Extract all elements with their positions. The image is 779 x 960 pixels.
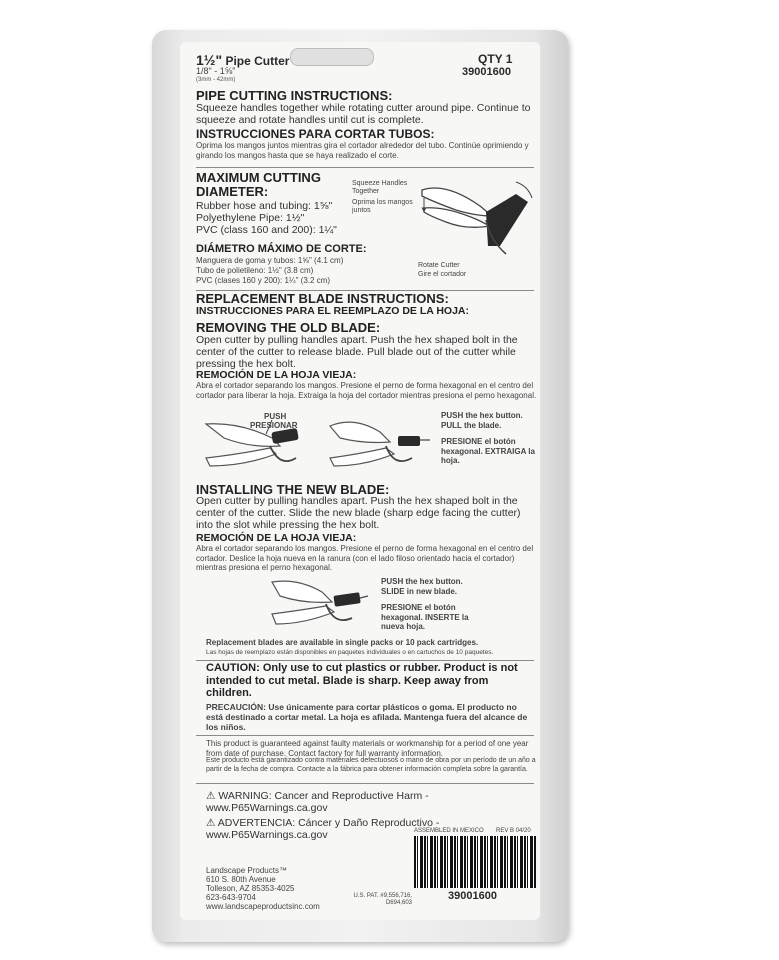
install-text: Open cutter by pulling handles apart. Push the hex shaped bolt in the center of the cutter. Slide the new blade (sharp edge facing the cutter) into the slot while pressing the hex bolt. <box>196 495 521 531</box>
max-diameter-heading: MAXIMUM CUTTING DIAMETER: <box>196 170 321 199</box>
size-range: 1/8" - 1⅝" <box>196 66 236 76</box>
max-diameter-line1: Rubber hose and tubing: 1⅝" <box>196 200 333 212</box>
max-diameter-line2-es: Tubo de polietileno: 1½" (3.8 cm) <box>196 266 314 275</box>
remove-blade-illustration-1 <box>200 414 310 478</box>
remove-text-es: Abra el cortador separando los mangos. Presione el perno de forma hexagonal en el centro del cortador para liberar la hoja. Extraiga la hoja del cortador mientras presiona el perno hexagonal. <box>196 381 537 400</box>
blades-available-es: Las hojas de reemplazo están disponibles en paquetes individuales o en cartuchos de 10 paquetes. <box>206 649 494 656</box>
caution-text: CAUTION: Only use to cut plastics or rubber. Product is not intended to cut metal. Blade is sharp. Keep away from children. <box>206 662 518 699</box>
install-heading-es: REMOCIÓN DE LA HOJA VIEJA: <box>196 532 357 544</box>
divider <box>196 167 534 168</box>
cutting-heading-es: INSTRUCCIONES PARA CORTAR TUBOS: <box>196 127 435 141</box>
warning-triangle-icon: ⚠ <box>206 790 216 802</box>
divider <box>196 660 534 661</box>
cutting-text-es: Oprima los mangos juntos mientras gira el cortador alrededor del tubo. Continúe oprimiendo y girando los mangos hasta que se haya realizado el corte. <box>196 141 529 160</box>
squeeze-label: Squeeze Handles Together <box>352 180 408 195</box>
barcode-number: 39001600 <box>448 890 497 902</box>
product-title: 1½" Pipe Cutter <box>196 52 290 68</box>
push-label: PUSH <box>264 412 287 421</box>
barcode <box>414 836 536 888</box>
push-pull-label-es: PRESIONE el botón hexagonal. EXTRAIGA la hoja. <box>441 437 535 465</box>
divider <box>196 735 534 736</box>
max-diameter-heading-es: DIÁMETRO MÁXIMO DE CORTE: <box>196 243 367 255</box>
sku-number: 39001600 <box>462 66 511 78</box>
install-blade-illustration <box>268 574 378 636</box>
company-phone: 623-643-9704 <box>206 893 256 902</box>
patent-number: U.S. PAT. #9,556,716, D694,603 <box>353 893 412 906</box>
install-text-es: Abra el cortador separando los mangos. Presione el perno de forma hexagonal en el centro del cortador. Deslice la hoja nueva en la ranura (con el lado filoso orientado hacia el cortador) mientras presiona el perno hexagonal. <box>196 544 534 572</box>
assembled-in: ASSEMBLED IN MEXICO <box>414 828 484 834</box>
cutting-heading: PIPE CUTTING INSTRUCTIONS: <box>196 88 393 103</box>
cutter-squeeze-illustration <box>416 176 536 262</box>
max-diameter-line1-es: Manguera de goma y tubos: 1⅝" (4.1 cm) <box>196 256 344 265</box>
company-address2: Tolleson, AZ 85353-4025 <box>206 884 295 893</box>
company-name: Landscape Products™ <box>206 866 287 875</box>
install-heading: INSTALLING THE NEW BLADE: <box>196 482 390 497</box>
cutting-text: Squeeze handles together while rotating cutter around pipe. Continue to squeeze and rotate handles until cut is complete. <box>196 102 531 126</box>
hang-hole <box>290 48 374 66</box>
remove-heading: REMOVING THE OLD BLADE: <box>196 320 381 335</box>
company-address1: 610 S. 80th Avenue <box>206 875 276 884</box>
push-slide-label-es: PRESIONE el botón hexagonal. INSERTE la nueva hoja. <box>381 603 469 631</box>
warranty-text-es: Este producto está garantizado contra materiales defectuosos o mano de obra por un período de un año a partir de la fecha de compra. Contacte a la fábrica para obtener información completa sobre la garantía. <box>206 757 536 773</box>
blades-available: Replacement blades are available in single packs or 10 pack cartridges. <box>206 638 479 647</box>
remove-blade-illustration-2 <box>324 414 434 478</box>
replacement-heading-es: INSTRUCCIONES PARA EL REEMPLAZO DE LA HOJA: <box>196 305 470 317</box>
rotate-label-es: Gire el cortador <box>418 271 467 278</box>
caution-text-es: PRECAUCIÓN: Use únicamente para cortar plásticos o goma. El producto no está destinado a cortar metal. La hoja es afilada. Mantenga fuera del alcance de los niños. <box>206 702 528 732</box>
squeeze-label-es: Oprima los mangos juntos <box>352 199 413 214</box>
divider <box>196 783 534 784</box>
push-pull-label: PUSH the hex button. PULL the blade. <box>441 411 523 430</box>
size-range-mm: (3mm - 42mm) <box>196 77 236 83</box>
warning-triangle-icon: ⚠ <box>206 817 216 829</box>
max-diameter-line3-es: PVC (clases 160 y 200): 1¼" (3.2 cm) <box>196 276 331 285</box>
warning-text: ⚠ WARNING: Cancer and Reproductive Harm - www.P65Warnings.ca.gov <box>206 790 429 814</box>
quantity: QTY 1 <box>478 52 513 66</box>
warranty-text: This product is guaranteed against faulty materials or workmanship for a period of one year from date of purchase. Contact factory for full warranty information. <box>206 739 529 758</box>
replacement-heading: REPLACEMENT BLADE INSTRUCTIONS: <box>196 291 449 306</box>
rotate-label: Rotate Cutter <box>418 262 460 269</box>
company-website: www.landscapeproductsinc.com <box>206 902 320 911</box>
max-diameter-line3: PVC (class 160 and 200): 1¼" <box>196 224 337 236</box>
revision: REV B 04/20 <box>496 828 531 834</box>
push-label-es: PRESIONAR <box>250 421 298 430</box>
warning-text-es: ⚠ ADVERTENCIA: Cáncer y Daño Reproductivo - www.P65Warnings.ca.gov <box>206 817 440 841</box>
remove-text: Open cutter by pulling handles apart. Push the hex shaped bolt in the center of the cutter to release blade. Pull blade out of the cutter while pressing the hex bolt. <box>196 334 518 370</box>
push-slide-label: PUSH the hex button. SLIDE in new blade. <box>381 577 463 596</box>
max-diameter-line2: Polyethylene Pipe: 1½" <box>196 212 305 224</box>
remove-heading-es: REMOCIÓN DE LA HOJA VIEJA: <box>196 369 357 381</box>
